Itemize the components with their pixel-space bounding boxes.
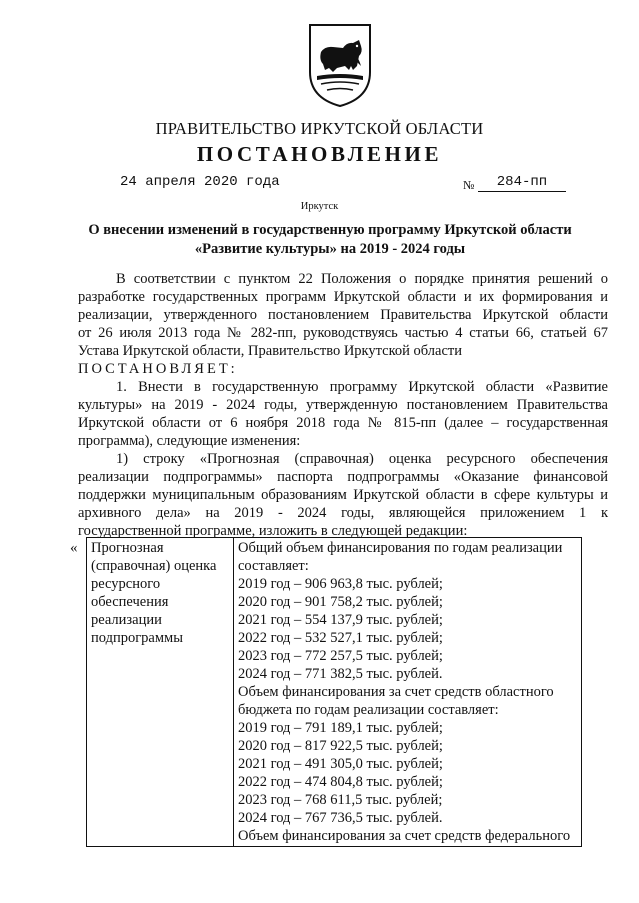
cell-line: 2020 год – 901 758,2 тыс. рублей;	[238, 594, 443, 610]
cell-line: 2024 год – 771 382,5 тыс. рублей.	[238, 666, 443, 682]
body-line: В соответствии с пунктом 22 Положения о порядке принятия решений о	[116, 271, 608, 287]
government-name: ПРАВИТЕЛЬСТВО ИРКУТСКОЙ ОБЛАСТИ	[155, 119, 484, 138]
document-type: ПОСТАНОВЛЕНИЕ	[196, 142, 443, 166]
document-date: 24 апреля 2020 года	[120, 174, 280, 190]
body-line: государственной программе, изложить в следующей редакции:	[78, 523, 468, 539]
cell-line: реализации	[91, 612, 162, 628]
body-line: реализации, утвержденного постановлением Правительства Иркутской области	[78, 307, 608, 323]
document-number: 284-пп	[478, 174, 566, 192]
document-title	[60, 221, 600, 259]
cell-line: 2020 год – 817 922,5 тыс. рублей;	[238, 738, 443, 754]
body-line: разработке государственных программ Иркутской области и их формирования и	[78, 289, 608, 305]
body-line: культуры» на 2019 - 2024 годы, утвержденную постановлением Правительства	[78, 397, 608, 413]
cell-line: Общий объем финансирования по годам реализации	[238, 540, 563, 556]
body-line: реализации подпрограммы» паспорта подпрограммы «Оказание финансовой	[78, 469, 608, 485]
cell-line: Объем финансирования за счет средств федерального	[238, 828, 571, 844]
body-line: архивного дела» на 2019 - 2024 годы, являющейся приложением 1 к	[78, 505, 608, 521]
body-line: 1. Внести в государственную программу Иркутской области «Развитие	[116, 379, 608, 395]
cell-line: 2024 год – 767 736,5 тыс. рублей.	[238, 810, 443, 826]
row-header-cell	[87, 538, 234, 847]
body-line: программа), следующие изменения:	[78, 433, 301, 449]
cell-line: (справочная) оценка	[91, 558, 217, 574]
body-line: Устава Иркутской области, Правительство Иркутской области	[78, 343, 463, 359]
body-line: Иркутской области от 6 ноября 2018 года № 815-пп (далее – государственная	[78, 415, 608, 431]
irkutsk-coat-of-arms-icon	[307, 22, 373, 108]
cell-line: 2021 год – 491 305,0 тыс. рублей;	[238, 756, 443, 772]
title-line: О внесении изменений в государственную программу Иркутской области	[88, 222, 572, 238]
title-line: «Развитие культуры» на 2019 - 2024 годы	[194, 241, 466, 257]
document-body	[78, 270, 608, 540]
cell-line: 2019 год – 791 189,1 тыс. рублей;	[238, 720, 443, 736]
cell-line: бюджета по годам реализации составляет:	[238, 702, 499, 718]
body-line: от 26 июля 2013 года № 282-пп, руководствуясь частью 4 статьи 66, статьей 67	[78, 325, 608, 341]
funding-table	[86, 537, 582, 847]
body-line: поддержки муниципальным образованиям Иркутской области в сфере культуры и	[78, 487, 608, 503]
cell-line: Объем финансирования за счет средств областного	[238, 684, 554, 700]
cell-line: Прогнозная	[91, 540, 164, 556]
resolves-word: ПОСТАНОВЛЯЕТ:	[78, 361, 238, 377]
cell-line: 2022 год – 532 527,1 тыс. рублей;	[238, 630, 443, 646]
cell-line: подпрограммы	[91, 630, 183, 646]
table-row	[87, 538, 582, 847]
cell-line: 2019 год – 906 963,8 тыс. рублей;	[238, 576, 443, 592]
quote-mark: «	[70, 540, 78, 556]
cell-line: 2023 год – 768 611,5 тыс. рублей;	[238, 792, 443, 808]
cell-line: ресурсного	[91, 576, 161, 592]
cell-line: 2021 год – 554 137,9 тыс. рублей;	[238, 612, 443, 628]
city-name: Иркутск	[300, 201, 339, 212]
funding-details-cell	[234, 538, 582, 847]
cell-line: 2022 год – 474 804,8 тыс. рублей;	[238, 774, 443, 790]
number-label: №	[463, 178, 475, 192]
cell-line: 2023 год – 772 257,5 тыс. рублей;	[238, 648, 443, 664]
body-line: 1) строку «Прогнозная (справочная) оценка ресурсного обеспечения	[116, 451, 608, 467]
cell-line: обеспечения	[91, 594, 169, 610]
cell-line: составляет:	[238, 558, 309, 574]
